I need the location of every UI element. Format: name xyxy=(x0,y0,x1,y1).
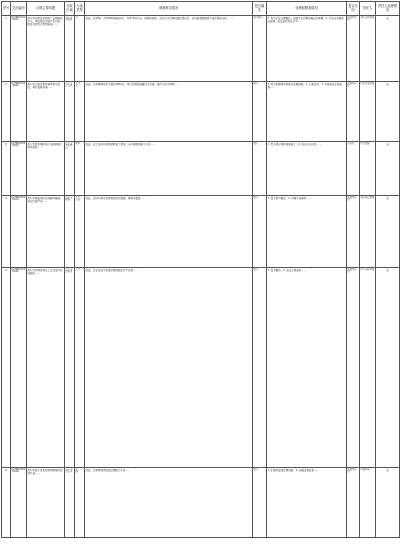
table-row xyxy=(2,196,400,268)
true-flag-text: 属实 xyxy=(253,195,259,199)
case-code xyxy=(11,142,27,196)
handling-lines xyxy=(268,473,346,510)
handling-text xyxy=(267,82,347,142)
closed-status-text: 阶段性办结 xyxy=(347,195,357,202)
true-flag-text: 属实 xyxy=(253,267,259,271)
owner-action-text: 无 xyxy=(386,142,389,146)
investigation-lines xyxy=(86,201,252,263)
responsible-unit-text: 县自然资源局 xyxy=(360,195,375,199)
region xyxy=(65,196,75,268)
investigation-text xyxy=(85,142,253,196)
pollution-type xyxy=(75,468,85,538)
responsible-unit-text: 区生态环境局 xyxy=(360,267,375,271)
issue-text xyxy=(27,16,65,82)
table-row xyxy=(2,468,400,538)
closed-status-text: 阶段性办结 xyxy=(347,81,357,88)
investigation-text xyxy=(85,82,253,142)
closed-status xyxy=(347,268,360,468)
owner-action xyxy=(376,16,400,82)
owner-action-text: 无 xyxy=(386,268,389,272)
row-number xyxy=(2,82,11,142)
pollution-type xyxy=(75,142,85,196)
responsible-unit xyxy=(360,468,376,538)
table-row xyxy=(2,16,400,82)
handling-text xyxy=(267,196,347,268)
issue-text xyxy=(27,82,65,142)
closed-status xyxy=(347,82,360,142)
true-flag xyxy=(253,82,267,142)
case-code-text: D2HB2020070002 xyxy=(11,81,26,88)
case-code-text: D2HB2020070006 xyxy=(11,467,26,474)
complaint-table xyxy=(1,1,400,538)
handling-lines xyxy=(268,201,346,241)
table-row xyxy=(2,268,400,468)
row-number-text: 1 xyxy=(5,16,7,20)
pollution-type-text: 水、土壤 xyxy=(75,467,83,474)
document-page xyxy=(1,1,399,552)
pollution-type-text: 大气、生态 xyxy=(75,195,83,202)
pollution-type xyxy=(75,196,85,268)
col-header: 责任人 xyxy=(360,2,376,16)
table-row xyxy=(2,142,400,196)
pollution-type-text: 大气、水 xyxy=(75,81,83,88)
responsible-unit xyxy=(360,268,376,468)
responsible-unit xyxy=(360,16,376,82)
true-flag xyxy=(253,468,267,538)
row-number-text: 2 xyxy=(5,82,7,86)
responsible-unit xyxy=(360,196,376,268)
closed-status xyxy=(347,142,360,196)
responsible-unit xyxy=(360,82,376,142)
owner-action-text: 无 xyxy=(386,16,389,20)
region xyxy=(65,16,75,82)
closed-status xyxy=(347,16,360,82)
pollution-type-text: 大气 xyxy=(75,267,81,271)
case-code xyxy=(11,468,27,538)
row-number xyxy=(2,142,11,196)
col-header: 调查核实情况 xyxy=(85,2,253,16)
owner-action xyxy=(376,196,400,268)
region-text: 南宁市横县 xyxy=(65,195,73,202)
owner-action-text: 无 xyxy=(386,82,389,86)
true-flag-text: 部分属实 xyxy=(253,15,263,19)
table-header xyxy=(2,2,400,16)
handling-text-text: 1. 责令停产整改；2. 开展生态修复…… xyxy=(267,196,312,200)
owner-action xyxy=(376,142,400,196)
issue-text-text: 南宁市西乡塘区某工地夜间施工噪声扰民…… xyxy=(27,142,63,149)
handling-lines xyxy=(268,147,346,169)
true-flag-text: 属实 xyxy=(253,81,259,85)
owner-action-text: 无 xyxy=(386,196,389,200)
col-header: 序号 xyxy=(2,2,11,16)
col-header: 处理和整改情况 xyxy=(267,2,347,16)
true-flag xyxy=(253,196,267,268)
owner-action xyxy=(376,268,400,468)
handling-text-text: 1. 责令养殖场完善粪污处理设施；2. 立案处罚；3. 开展周边水体监测…… xyxy=(267,82,343,89)
handling-text-text: 1. 责令停止夜间违规施工；2. 依法予以处罚…… xyxy=(267,142,322,146)
region-text: 南宁市江南区 xyxy=(65,81,73,88)
investigation-text-text: 经查，该养殖场存栏生猪约2000头，粪污处理设施建设不完善，雨污分流不彻底…… xyxy=(85,82,180,86)
owner-action xyxy=(376,468,400,538)
closed-status-text: 阶段性办结 xyxy=(347,15,357,22)
pollution-type-text: 水 xyxy=(75,15,78,19)
row-number xyxy=(2,268,11,468)
pollution-type xyxy=(75,268,85,468)
row-number-text: 4 xyxy=(5,196,7,200)
handling-text xyxy=(267,268,347,468)
col-header: 行政区域 xyxy=(65,2,75,16)
responsible-unit-text: 县生态环境局 xyxy=(360,15,375,19)
case-code-text: D2HB2020070001 xyxy=(11,15,26,22)
row-number-text: 3 xyxy=(5,142,7,146)
investigation-text-text: 经查，该企业废气收集处理设施运行不正常…… xyxy=(85,268,139,272)
issue-text-text: 南宁市江南区某养殖场臭气扰民，粪污直排沟渠…… xyxy=(27,82,61,89)
issue-text-text: 南宁市武鸣区某化工企业废气异味扰民…… xyxy=(27,268,63,275)
region xyxy=(65,268,75,468)
handling-text xyxy=(267,142,347,196)
row-number xyxy=(2,16,11,82)
region-text: 南宁市邕宁区 xyxy=(65,467,73,474)
issue-text xyxy=(27,268,65,468)
true-flag xyxy=(253,16,267,82)
responsible-unit xyxy=(360,142,376,196)
col-header: 交办编号 xyxy=(11,2,27,16)
investigation-text-text: 经查，该工地存在夜间超时施工情况，未办理夜间施工许可…… xyxy=(85,142,156,146)
handling-text-text: 1. 责令企业立即整改，加强污水处理设施运行管理；2. 对企业开展执法监测，依法查处违法行为…… xyxy=(267,16,344,23)
region-text: 南宁市武鸣区 xyxy=(65,267,73,274)
region-text: 南宁市宾阳县 xyxy=(65,15,73,22)
investigation-text xyxy=(85,268,253,468)
responsible-unit-text: 区农业农村局 xyxy=(360,81,375,85)
row-number-text: 5 xyxy=(5,268,7,272)
investigation-lines xyxy=(86,147,252,190)
true-flag xyxy=(253,268,267,468)
pollution-type-text: 噪声 xyxy=(75,141,81,145)
investigation-text-text: 经查，该造纸厂于2018年建成投产，环评手续齐全。现场检查时，企业污水处理设施正常运行，在线监测数据显示废水排放达标。…… xyxy=(85,16,235,20)
investigation-text xyxy=(85,196,253,268)
closed-status-text: 已办结 xyxy=(347,141,355,145)
pollution-type xyxy=(75,16,85,82)
case-code xyxy=(11,268,27,468)
true-flag-text: 属实 xyxy=(253,467,259,471)
issue-text xyxy=(27,142,65,196)
investigation-lines xyxy=(86,273,252,462)
row-number xyxy=(2,196,11,268)
true-flag-text: 属实 xyxy=(253,141,259,145)
col-header: 反映主要问题 xyxy=(27,2,65,16)
closed-status-text: 阶段性办结 xyxy=(347,467,357,474)
investigation-lines xyxy=(86,87,252,137)
table-row xyxy=(2,82,400,142)
region-text: 南宁市西乡塘区 xyxy=(65,141,73,151)
investigation-text xyxy=(85,468,253,538)
investigation-text xyxy=(85,16,253,82)
col-header: 污染类型 xyxy=(75,2,85,16)
row-number xyxy=(2,468,11,538)
region xyxy=(65,82,75,142)
handling-lines xyxy=(268,273,346,440)
handling-text-text: 1. 责令整改；2. 依法立案查处…… xyxy=(267,268,307,272)
investigation-lines xyxy=(86,473,252,532)
issue-text xyxy=(27,196,65,268)
closed-status xyxy=(347,196,360,268)
region xyxy=(65,142,75,196)
true-flag xyxy=(253,142,267,196)
investigation-text-text: 经查，该砂石场未采取有效抑尘措施，堆场未覆盖…… xyxy=(85,196,146,200)
handling-text xyxy=(267,16,347,82)
case-code xyxy=(11,196,27,268)
closed-status xyxy=(347,468,360,538)
case-code-text: D2HB2020070003 xyxy=(11,141,26,148)
handling-text xyxy=(267,468,347,538)
case-code xyxy=(11,16,27,82)
issue-text-text: 南宁市横县某砂石场破坏植被，扬尘污染严重…… xyxy=(27,196,63,203)
investigation-text-text: 经查，该填埋场渗滤液处理能力不足…… xyxy=(85,468,131,472)
region xyxy=(65,468,75,538)
case-code xyxy=(11,82,27,142)
owner-action xyxy=(376,82,400,142)
col-header: 责任人处理情况 xyxy=(376,2,400,16)
owner-action-text: 无 xyxy=(386,468,389,472)
pollution-type xyxy=(75,82,85,142)
issue-text-text: 南宁市宾阳县某造纸厂长期排放污水，造成周边河流严重污染，附近村民饮水受到影响…… xyxy=(27,16,63,26)
responsible-unit-text: 区城管局 xyxy=(360,467,370,471)
row-number-text: 6 xyxy=(5,468,7,472)
case-code-text: D2HB2020070005 xyxy=(11,267,26,274)
closed-status-text: 阶段性办结 xyxy=(347,267,357,274)
handling-text-text: 1. 扩建渗滤液处理设施；2. 加强日常监管…… xyxy=(267,468,319,472)
col-header: 是否属实 xyxy=(253,2,267,16)
responsible-unit-text: 区住建局 xyxy=(360,141,370,145)
handling-lines xyxy=(268,90,346,118)
issue-text-text: 南宁市邕宁区某垃圾填埋场渗滤液外溢…… xyxy=(27,468,63,475)
investigation-lines xyxy=(86,21,252,77)
col-header: 是否办结 xyxy=(347,2,360,16)
case-code-text: D2HB2020070004 xyxy=(11,195,26,202)
issue-text xyxy=(27,468,65,538)
handling-lines xyxy=(268,24,346,58)
